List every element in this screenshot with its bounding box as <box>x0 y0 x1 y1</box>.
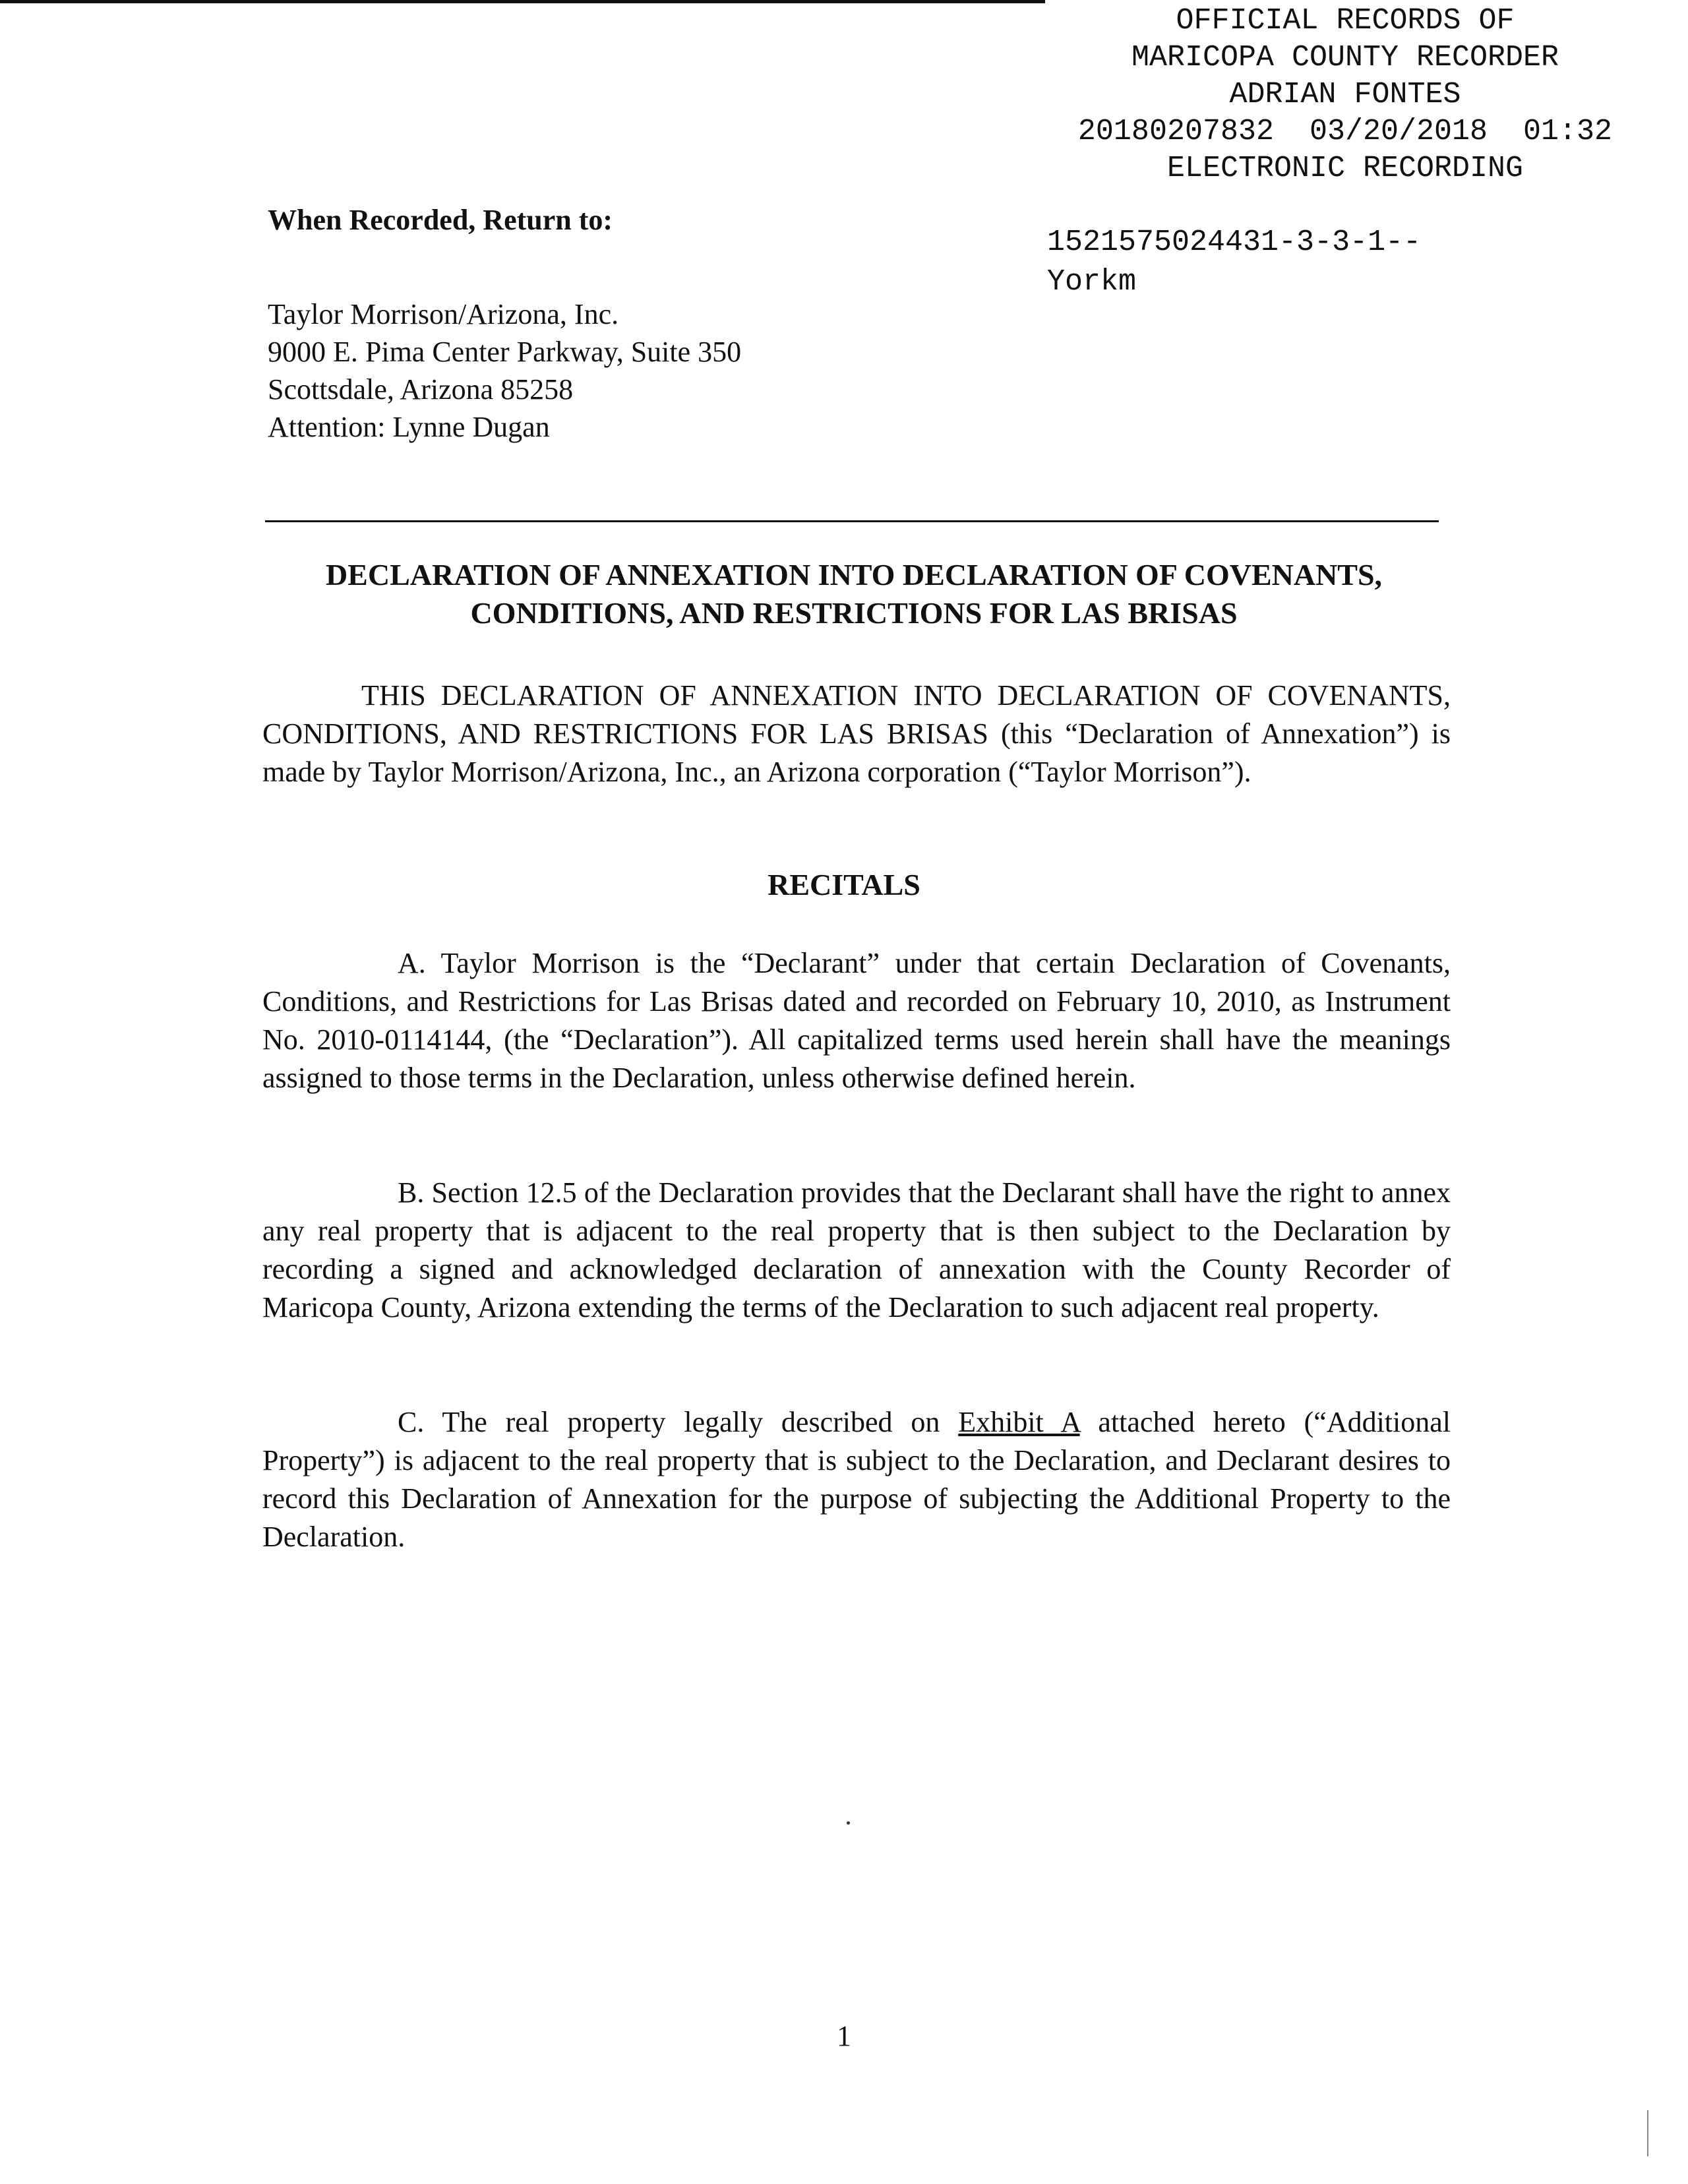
stamp-line: 20180207832 03/20/2018 01:32 <box>1077 115 1613 148</box>
page-number: 1 <box>837 2020 851 2052</box>
scan-edge-mark <box>1647 2110 1648 2156</box>
document-id-line: 1521575024431-3-3-1-- <box>1047 226 1422 259</box>
recording-stamp <box>1029 3 1662 187</box>
stamp-line: ELECTRONIC RECORDING <box>1166 152 1524 185</box>
scan-speck <box>847 1821 850 1825</box>
stamp-line: ADRIAN FONTES <box>1229 78 1461 111</box>
document-title <box>257 556 1451 632</box>
section-divider <box>265 520 1439 522</box>
return-to-heading: When Recorded, Return to: <box>268 204 613 236</box>
recital-c <box>262 1403 1451 1556</box>
recital-b-text: B. Section 12.5 of the Declaration provides that the Declarant shall have the right to annex any real property that is adjacent to the real property that is then subject to the Declaration by recording a signed and acknowledged declaration of annexation with the County Recorder of Maricopa County, Arizona extending the terms of the Declaration to such adjacent real property. <box>262 1176 1451 1323</box>
intro-paragraph <box>262 677 1451 791</box>
recital-a-text: A. Taylor Morrison is the “Declarant” under that certain Declaration of Covenants, Conditions, and Restrictions for Las Brisas dated and recorded on February 10, 2010, as Instrument No. 2010-0114144, (the “Declaration”). All capitalized terms used herein shall have the meanings assigned to those terms in the Declaration, unless otherwise defined herein. <box>262 947 1451 1094</box>
address-line: Scottsdale, Arizona 85258 <box>268 373 574 406</box>
stamp-line: OFFICIAL RECORDS OF <box>1176 4 1515 38</box>
return-address <box>268 295 741 446</box>
address-line: 9000 E. Pima Center Parkway, Suite 350 <box>268 336 742 368</box>
exhibit-a-reference: Exhibit A <box>958 1406 1080 1438</box>
recording-document-id <box>1047 223 1421 302</box>
document-id-line: Yorkm <box>1047 265 1137 299</box>
recital-c-text <box>262 1403 1451 1556</box>
intro-text: THIS DECLARATION OF ANNEXATION INTO DECLARATION OF COVENANTS, CONDITIONS, AND RESTRICTIONS FOR LAS BRISAS (this “Declaration of Annexation”) is made by Taylor Morrison/Arizona, Inc., an Arizona corporation (“Taylor Morrison”). <box>262 679 1451 788</box>
recitals-heading: RECITALS <box>768 868 920 901</box>
address-line: Taylor Morrison/Arizona, Inc. <box>268 298 619 330</box>
recital-a <box>262 944 1451 1097</box>
stamp-line: MARICOPA COUNTY RECORDER <box>1131 41 1559 75</box>
title-line: CONDITIONS, AND RESTRICTIONS FOR LAS BRISAS <box>470 596 1238 630</box>
recital-b <box>262 1174 1451 1327</box>
recital-c-text-start: C. The real property legally described on <box>398 1406 959 1438</box>
recital-c-text-end: attached hereto (“Additional Property”) is adjacent to the real property that is subject to the Declaration, and Declarant desires to record this Declaration of Annexation for the purpose of subjecting the Additional Property to the Declaration. <box>262 1406 1451 1553</box>
title-line: DECLARATION OF ANNEXATION INTO DECLARATION OF COVENANTS, <box>325 558 1383 592</box>
top-border-rule <box>0 0 1045 3</box>
address-line: Attention: Lynne Dugan <box>268 411 550 443</box>
